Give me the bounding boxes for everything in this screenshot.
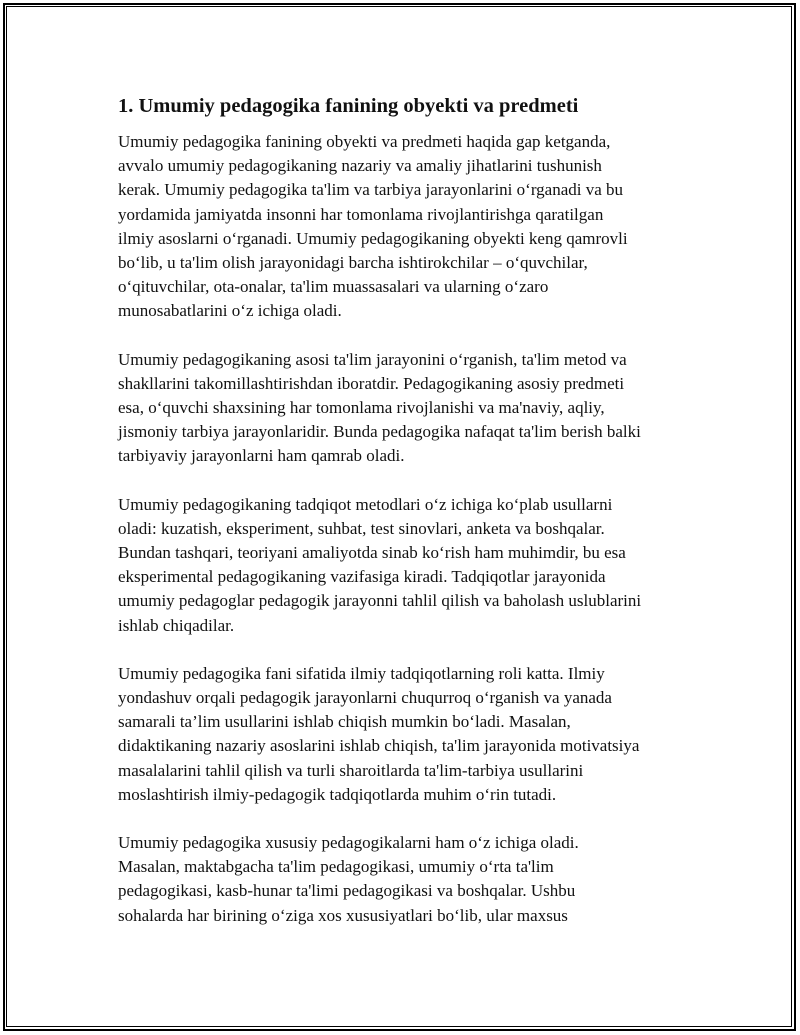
- text-line: avvalo umumiy pedagogikaning nazariy va amaliy jihatlarini tushunish: [118, 156, 602, 176]
- text-line: munosabatlarini o‘z ichiga oladi.: [118, 301, 342, 321]
- text-line: eksperimental pedagogikaning vazifasiga kiradi. Tadqiqotlar jarayonida: [118, 567, 606, 587]
- text-line: tarbiyaviy jarayonlarni ham qamrab oladi.: [118, 446, 405, 466]
- text-line: umumiy pedagoglar pedagogik jarayonni tahlil qilish va baholash uslublarini: [118, 591, 642, 611]
- text-line: didaktikaning nazariy asoslarini ishlab chiqish, ta'lim jarayonida motivatsiya: [118, 736, 640, 756]
- text-line: sohalarda har birining o‘ziga xos xususiyatlari bo‘lib, ular maxsus: [118, 905, 568, 925]
- text-line: shakllarini takomillashtirishdan iboratdir. Pedagogikaning asosiy predmeti: [118, 373, 625, 393]
- text-line: Umumiy pedagogika fanining obyekti va predmeti haqida gap ketganda,: [118, 132, 611, 151]
- paragraph-2: [118, 348, 688, 469]
- text-line: jismoniy tarbiya jarayonlaridir. Bunda pedagogika nafaqat ta'lim berish balki: [118, 422, 641, 442]
- section-heading: 1. Umumiy pedagogika fanining obyekti va predmeti: [118, 95, 579, 117]
- text-line: esa, o‘quvchi shaxsining har tomonlama rivojlanishi va ma'naviy, aqliy,: [118, 398, 605, 418]
- paragraph-4: [118, 662, 688, 807]
- text-line: ilmiy asoslarni o‘rganadi. Umumiy pedagogikaning obyekti keng qamrovli: [118, 228, 628, 248]
- text-line: moslashtirish ilmiy-pedagogik tadqiqotlarda muhim o‘rin tutadi.: [118, 784, 557, 804]
- text-line: bo‘lib, u ta'lim olish jarayonidagi barcha ishtirokchilar – o‘quvchilar,: [118, 253, 588, 273]
- paragraph-3: [118, 493, 688, 638]
- text-line: pedagogikasi, kasb-hunar ta'limi pedagogikasi va boshqalar. Ushbu: [118, 881, 576, 901]
- text-line: yordamida jamiyatda insonni har tomonlama rivojlantirishga qaratilgan: [118, 204, 604, 224]
- text-line: Umumiy pedagogika fani sifatida ilmiy tadqiqotlarning roli katta. Ilmiy: [118, 663, 605, 683]
- text-line: ishlab chiqadilar.: [118, 615, 235, 635]
- paragraph-5: [118, 831, 688, 928]
- text-line: kerak. Umumiy pedagogika ta'lim va tarbiya jarayonlarini o‘rganadi va bu: [118, 180, 624, 200]
- document-body: [118, 92, 688, 952]
- text-line: Umumiy pedagogikaning tadqiqot metodlari o‘z ichiga ko‘plab usullarni: [118, 494, 613, 514]
- text-line: o‘qituvchilar, ota-onalar, ta'lim muassasalari va ularning o‘zaro: [118, 277, 549, 297]
- text-line: masalalarini tahlil qilish va turli sharoitlarda ta'lim-tarbiya usullarini: [118, 760, 584, 780]
- text-line: Umumiy pedagogikaning asosi ta'lim jarayonini o‘rganish, ta'lim metod va: [118, 349, 627, 369]
- text-line: Masalan, maktabgacha ta'lim pedagogikasi, umumiy o‘rta ta'lim: [118, 857, 554, 877]
- text-line: Umumiy pedagogika xususiy pedagogikalarni ham o‘z ichiga oladi.: [118, 833, 579, 853]
- text-line: oladi: kuzatish, eksperiment, suhbat, test sinovlari, anketa va boshqalar.: [118, 518, 605, 538]
- text-line: yondashuv orqali pedagogik jarayonlarni chuqurroq o‘rganish va yanada: [118, 688, 612, 708]
- paragraph-1: [118, 130, 688, 324]
- text-line: Bundan tashqari, teoriyani amaliyotda sinab ko‘rish ham muhimdir, bu esa: [118, 543, 626, 563]
- text-line: samarali ta’lim usullarini ishlab chiqish mumkin bo‘ladi. Masalan,: [118, 712, 571, 732]
